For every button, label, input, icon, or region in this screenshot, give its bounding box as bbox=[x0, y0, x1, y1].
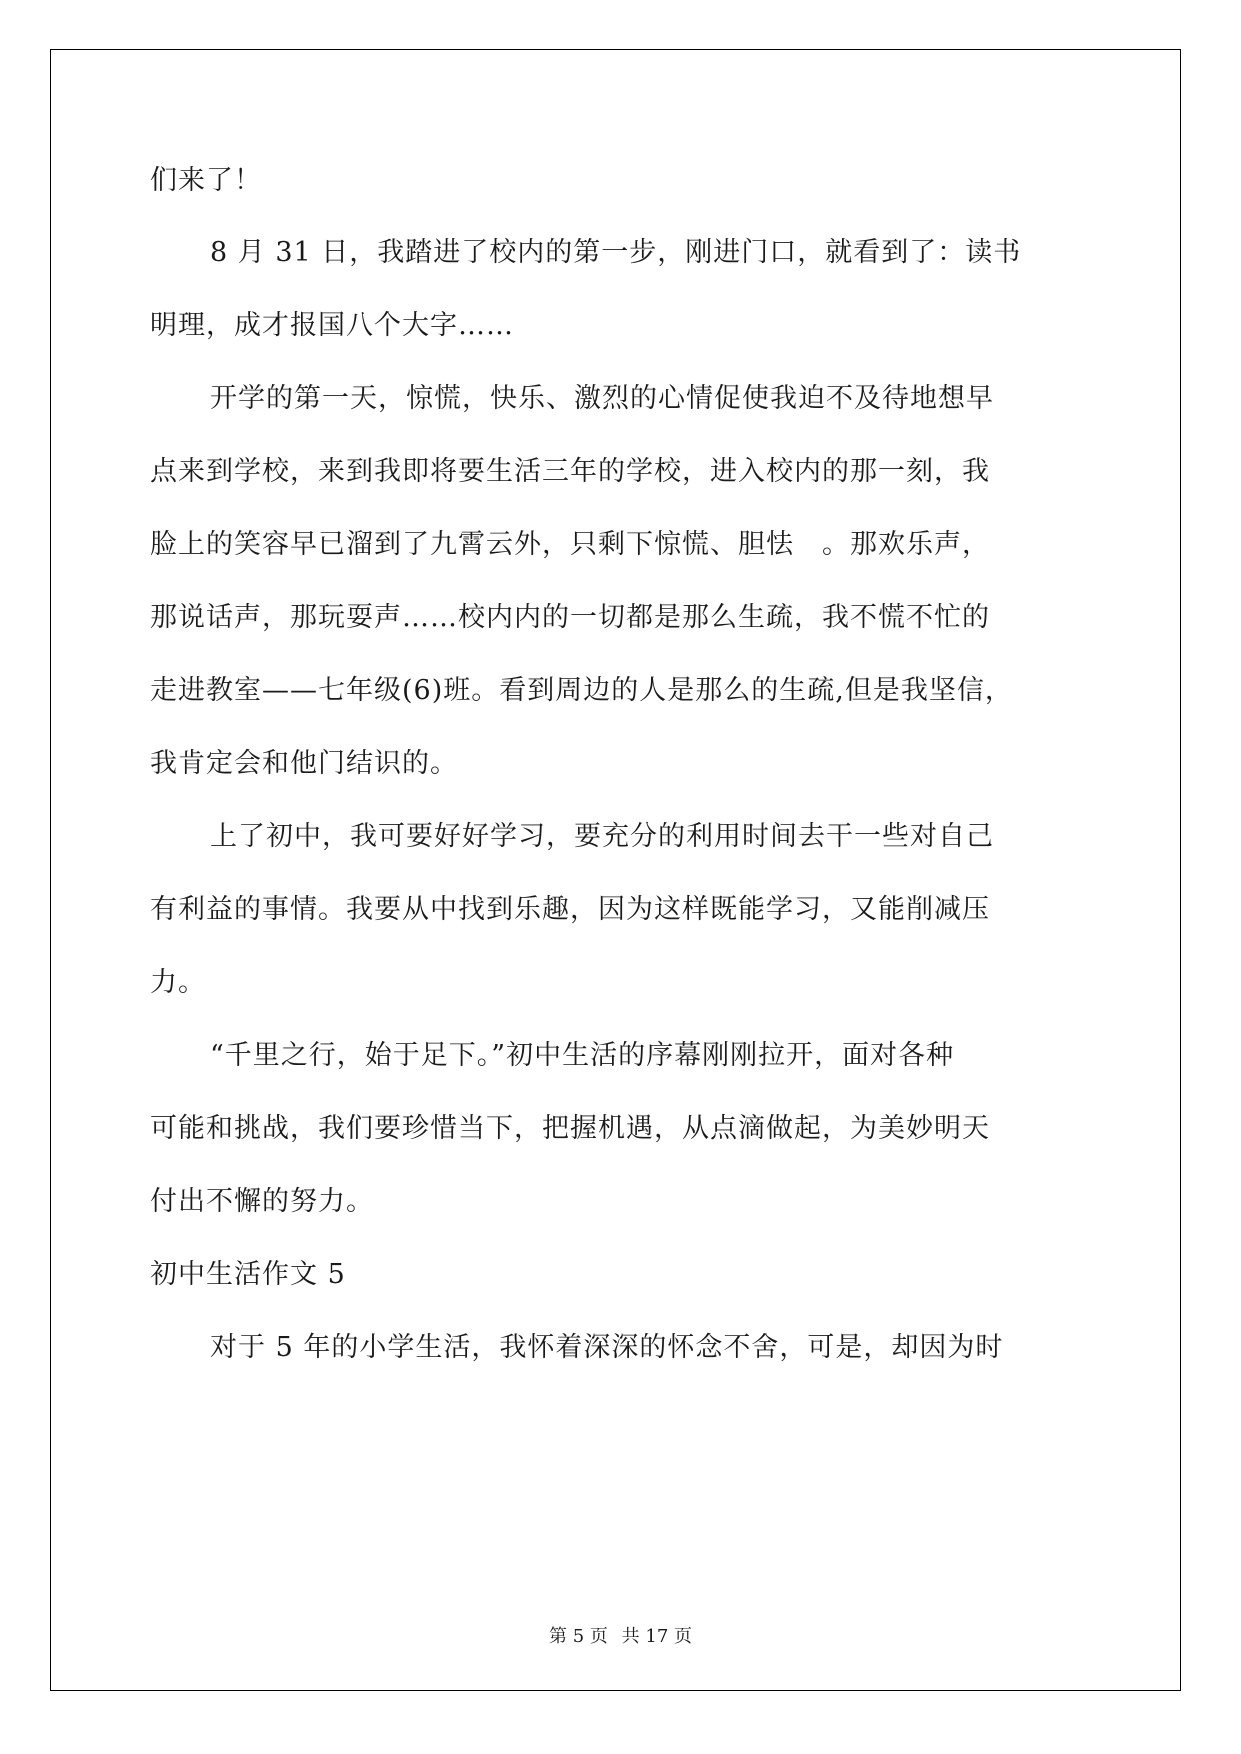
text-line: 明理，成才报国八个大字…… bbox=[150, 310, 514, 341]
text-line: 力。 bbox=[150, 967, 206, 998]
page-number: 第 5 页 bbox=[549, 1626, 608, 1647]
text-line: 那说话声，那玩耍声……校内内的一切都是那么生疏，我不慌不忙的 bbox=[150, 602, 990, 633]
text-line: 我肯定会和他门结识的。 bbox=[150, 748, 458, 779]
text-line: 有利益的事情。我要从中找到乐趣，因为这样既能学习，又能削减压 bbox=[150, 894, 990, 925]
paragraph-line: 上了初中，我可要好好学习，要充分的利用时间去干一些对自己 bbox=[210, 821, 994, 852]
paragraph-line: 开学的第一天，惊慌，快乐、激烈的心情促使我迫不及待地想早 bbox=[210, 383, 994, 414]
text-line: 可能和挑战，我们要珍惜当下，把握机遇，从点滴做起，为美妙明天 bbox=[150, 1113, 990, 1144]
text-line: 脸上的笑容早已溜到了九霄云外，只剩下惊慌、胆怯 。那欢乐声， bbox=[150, 529, 990, 560]
paragraph-line: 对于 5 年的小学生活，我怀着深深的怀念不舍，可是，却因为时 bbox=[210, 1332, 1004, 1363]
section-heading: 初中生活作文 5 bbox=[150, 1259, 346, 1290]
paragraph-line: “千里之行，始于足下。”初中生活的序幕刚刚拉开，面对各种 bbox=[210, 1040, 955, 1071]
page-total: 共 17 页 bbox=[621, 1626, 692, 1647]
paragraph-line: 8 月 31 日，我踏进了校内的第一步，刚进门口，就看到了：读书 bbox=[210, 237, 1022, 268]
text-line: 点来到学校，来到我即将要生活三年的学校，进入校内的那一刻，我 bbox=[150, 456, 990, 487]
page-footer bbox=[0, 1622, 1241, 1648]
text-line: 们来了！ bbox=[150, 165, 262, 196]
page-border bbox=[50, 49, 1181, 1691]
text-line: 付出不懈的努力。 bbox=[150, 1186, 374, 1217]
text-line: 走进教室——七年级(6)班。看到周边的人是那么的生疏,但是我坚信， bbox=[150, 675, 1013, 706]
